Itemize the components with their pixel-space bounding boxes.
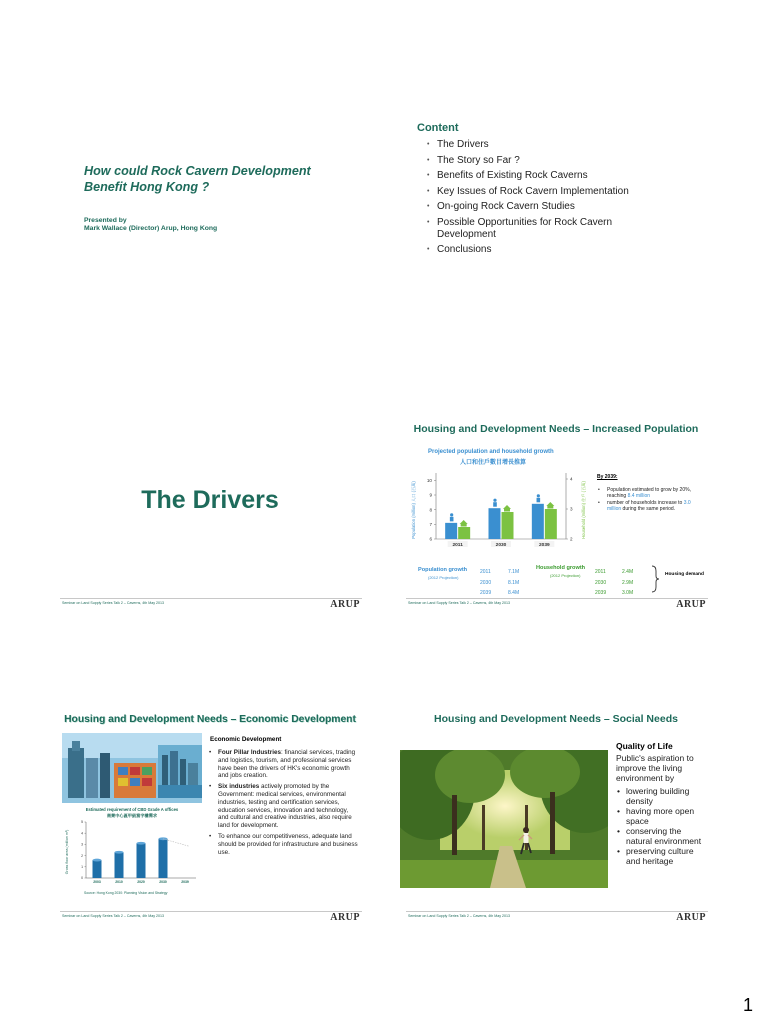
contents-item: • On-going Rock Cavern Studies bbox=[425, 201, 665, 213]
arup-logo: ARUP bbox=[330, 599, 360, 610]
social-bullet: • conserving the natural environment bbox=[616, 826, 708, 846]
house-icon bbox=[547, 506, 553, 509]
person-icon bbox=[450, 513, 453, 516]
slide-footer bbox=[406, 598, 708, 610]
slide-social bbox=[400, 613, 712, 929]
note-item: • number of households increase to 3.0 million during the same period. bbox=[597, 500, 697, 513]
y-tick-label: 5 bbox=[81, 820, 83, 825]
person-icon bbox=[493, 502, 497, 507]
office-chart-source: Source: Hong Kong 2030: Planning Vision and Strategy bbox=[84, 891, 168, 895]
population-bar bbox=[445, 523, 457, 539]
social-bullet: • preserving culture and heritage bbox=[616, 846, 708, 866]
y-tick-label: 2 bbox=[81, 853, 83, 858]
office-bar bbox=[115, 852, 124, 878]
left-tick-label: 8 bbox=[429, 507, 432, 513]
x-tick-label: 2003 bbox=[93, 880, 101, 884]
right-axis-label: Household (million) 住戶 (百萬) bbox=[581, 481, 586, 539]
house-icon bbox=[460, 520, 468, 524]
chart-title-en: Projected population and household growth bbox=[428, 449, 554, 455]
contents-item: • Benefits of Existing Rock Caverns bbox=[425, 170, 665, 182]
contents-item: • Conclusions bbox=[425, 244, 665, 256]
house-icon bbox=[546, 502, 554, 506]
population-notes bbox=[597, 487, 697, 513]
presenter-name: Mark Wallace (Director) Arup, Hong Kong bbox=[84, 225, 218, 232]
right-tick-label: 4 bbox=[570, 476, 573, 482]
slide-title bbox=[54, 4, 366, 320]
person-icon bbox=[537, 498, 541, 503]
person-icon bbox=[493, 499, 496, 502]
person-icon bbox=[537, 494, 540, 497]
presented-by-label: Presented by bbox=[84, 217, 127, 224]
footer-text: Seminar on Land Supply Series Talk 2 – Caverns, 4th May 2013 bbox=[62, 601, 165, 605]
section-title: The Drivers bbox=[141, 486, 279, 514]
slide-drivers bbox=[54, 300, 366, 616]
slide-footer bbox=[60, 598, 362, 610]
social-bullets bbox=[616, 786, 708, 866]
arup-logo: ARUP bbox=[676, 599, 706, 610]
economic-bullets bbox=[208, 749, 360, 856]
park-jogger-photo bbox=[400, 750, 608, 888]
office-chart-title: Estimated requirement of CBD Grade A offices bbox=[85, 807, 179, 812]
x-tick-label: 2039 bbox=[538, 542, 550, 548]
quality-of-life-heading: Quality of Life bbox=[616, 741, 673, 751]
y-tick-label: 1 bbox=[81, 865, 83, 869]
contents-list bbox=[425, 139, 665, 260]
notes-heading: By 2039: bbox=[597, 474, 618, 480]
household-projection-label: (2012 Projection) bbox=[550, 573, 581, 578]
x-tick-label: 2020 bbox=[137, 880, 145, 884]
population-bar bbox=[532, 504, 544, 539]
contents-item: • The Story so Far ? bbox=[425, 155, 665, 167]
economic-bullet: • Four Pillar Industries: financial services, trading and logistics, tourism, and professional services have been the drivers of HK's economic growth and jobs creation. bbox=[208, 749, 360, 780]
population-bar bbox=[489, 508, 501, 539]
contents-heading: Content bbox=[417, 122, 459, 134]
container-port-photo bbox=[114, 763, 156, 798]
house-icon bbox=[503, 505, 511, 509]
slide-footer bbox=[406, 911, 708, 923]
population-household-chart bbox=[410, 465, 590, 555]
office-bar-top bbox=[115, 851, 124, 854]
left-tick-label: 7 bbox=[429, 521, 432, 527]
brace-icon bbox=[650, 565, 660, 593]
y-axis-label: Gross floor area (million m²) bbox=[65, 829, 69, 875]
household-bar bbox=[545, 509, 557, 539]
arup-logo: ARUP bbox=[676, 912, 706, 923]
household-bar bbox=[502, 512, 514, 539]
household-table: 2011 2.4M 2030 2.9M 2039 3.0M bbox=[595, 569, 634, 596]
footer-text: Seminar on Land Supply Series Talk 2 – Caverns, 4th May 2013 bbox=[62, 914, 165, 918]
left-tick-label: 9 bbox=[429, 492, 432, 498]
presentation-title: How could Rock Cavern Development Benefit Hong Kong ? bbox=[84, 164, 311, 194]
x-tick-label: 2030 bbox=[495, 542, 507, 548]
slide-footer bbox=[60, 911, 362, 923]
x-tick-label: 2030 bbox=[159, 880, 167, 884]
arup-logo: ARUP bbox=[330, 912, 360, 923]
slide-economic bbox=[54, 613, 366, 929]
footer-text: Seminar on Land Supply Series Talk 2 – Caverns, 4th May 2013 bbox=[408, 914, 511, 918]
contents-item: • The Drivers bbox=[425, 139, 665, 151]
economic-heading: Economic Development bbox=[210, 736, 282, 743]
y-tick-label: 3 bbox=[81, 842, 83, 847]
left-axis-label: Population (million) 人口 (百萬) bbox=[411, 481, 416, 539]
slide-contents bbox=[400, 4, 712, 320]
house-icon bbox=[504, 509, 510, 512]
harbour-photo bbox=[158, 745, 202, 798]
office-chart-title-zh: 商業中心區甲級寫字樓需求 bbox=[106, 813, 158, 818]
office-requirement-chart bbox=[64, 818, 202, 888]
x-tick-label: 2011 bbox=[452, 542, 463, 548]
population-table: 2011 7.1M 2030 8.1M 2039 8.4M bbox=[480, 569, 520, 596]
household-bar bbox=[458, 527, 470, 539]
right-tick-label: 3 bbox=[570, 506, 573, 512]
office-bar-top bbox=[137, 842, 146, 845]
slide-heading: Housing and Development Needs – Social Needs bbox=[434, 713, 678, 725]
social-bullet: • lowering building density bbox=[616, 786, 708, 806]
slide-population bbox=[400, 300, 712, 616]
social-bullet: • having more open space bbox=[616, 806, 708, 826]
left-tick-label: 6 bbox=[429, 536, 432, 542]
population-projection-label: (2012 Projection) bbox=[428, 575, 459, 580]
office-bar-top bbox=[93, 859, 102, 862]
contents-item: • Possible Opportunities for Rock Cavern Development bbox=[425, 217, 665, 241]
contents-item: • Key Issues of Rock Cavern Implementation bbox=[425, 186, 665, 198]
office-bar bbox=[159, 839, 168, 878]
y-tick-label: 0 bbox=[81, 876, 83, 881]
footer-text: Seminar on Land Supply Series Talk 2 – Caverns, 4th May 2013 bbox=[408, 601, 511, 605]
chart-title-zh: 人口和住戶數目增長推算 bbox=[460, 460, 527, 466]
household-growth-label: Household growth bbox=[536, 565, 586, 571]
city-photo-collage bbox=[62, 733, 202, 803]
slide-heading: Housing and Development Needs – Increased Population bbox=[413, 423, 699, 435]
social-intro: Public's aspiration to improve the living environment by bbox=[616, 753, 694, 783]
office-bar bbox=[93, 860, 102, 878]
slide-heading: Housing and Development Needs – Economic Development bbox=[64, 714, 356, 725]
person-icon bbox=[450, 517, 454, 522]
economic-bullet: • To enhance our competitiveness, adequate land should be provided for infrastructure and business use. bbox=[208, 833, 360, 856]
page-number: 1 bbox=[742, 995, 753, 1015]
housing-demand-label: Housing demand bbox=[665, 572, 704, 577]
population-growth-label: Population growth bbox=[418, 567, 468, 573]
office-bar bbox=[137, 843, 146, 878]
note-item: • Population estimated to grow by 20%, reaching 8.4 million bbox=[597, 487, 697, 500]
x-tick-label: 2039 bbox=[181, 880, 189, 884]
right-tick-label: 2 bbox=[570, 536, 573, 542]
x-tick-label: 2010 bbox=[115, 880, 123, 884]
economic-bullet: • Six industries actively promoted by the Government: medical services, environmental industries, testing and certification services, education services, innovation and technology, and cultural and creative industries, also require land for development. bbox=[208, 783, 360, 830]
house-icon bbox=[461, 524, 467, 527]
y-tick-label: 4 bbox=[81, 831, 83, 836]
left-tick-label: 10 bbox=[426, 477, 432, 483]
